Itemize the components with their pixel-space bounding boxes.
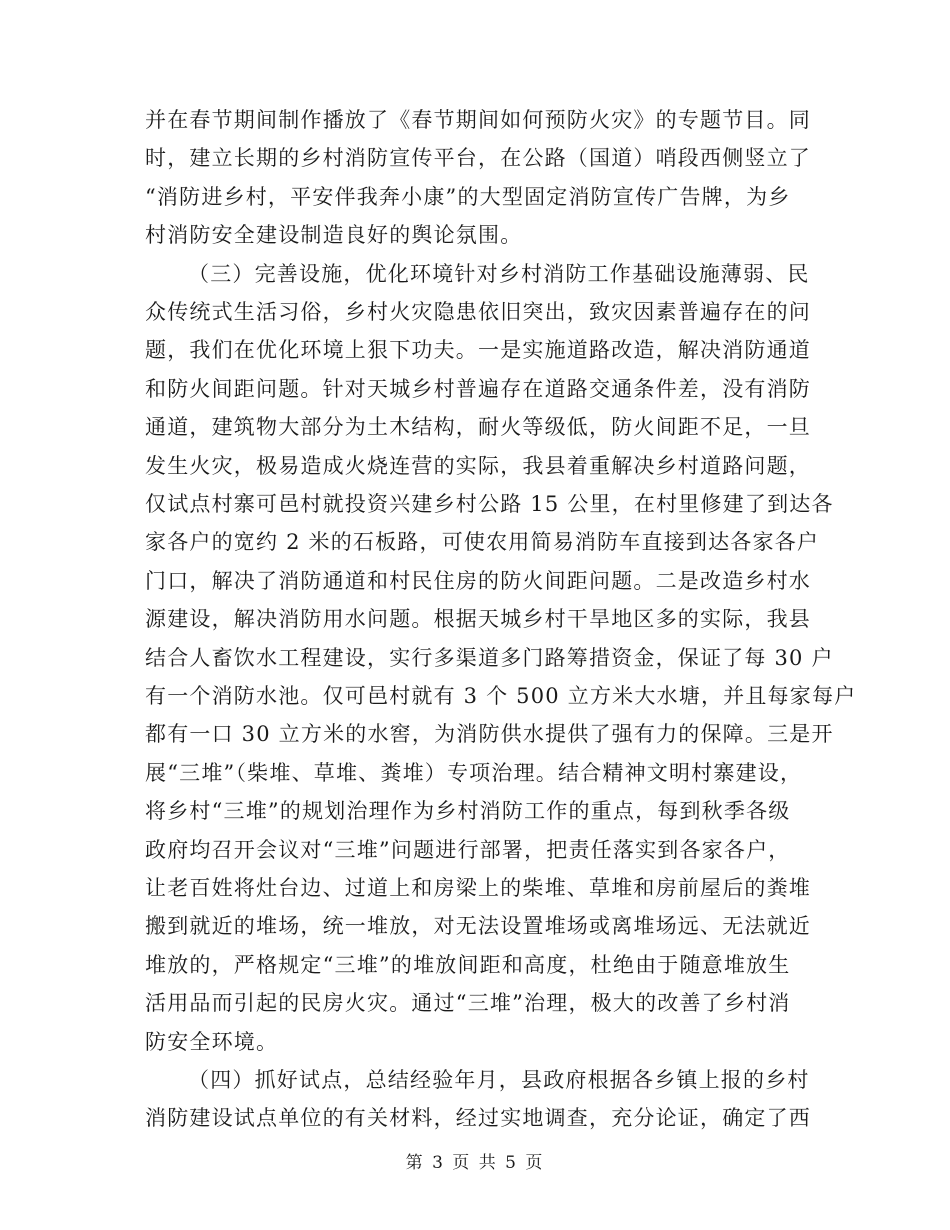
paragraph-line: 堆放的，严格规定“三堆”的堆放间距和高度，杜绝由于随意堆放生 xyxy=(145,952,791,977)
paragraph-line: 有一个消防水池。仅可邑村就有 3 个 500 立方米大水塘，并且每家每户 xyxy=(145,684,857,708)
paragraph-line: 发生火灾，极易造成火烧连营的实际，我县着重解决乡村道路问题， xyxy=(145,453,811,478)
paragraph-line: 并在春节期间制作播放了《春节期间如何预防火灾》的专题节目。同 xyxy=(145,108,811,132)
paragraph-line: 活用品而引起的民房火灾。通过“三堆”治理，极大的改善了乡村消 xyxy=(145,991,791,1016)
paragraph-line: 将乡村“三堆”的规划治理作为乡村消防工作的重点，每到秋季各级 xyxy=(145,799,791,824)
paragraph-line: 搬到就近的堆场，统一堆放，对无法设置堆场或离堆场远、无法就近 xyxy=(145,914,811,939)
paragraph-line: 消防建设试点单位的有关材料，经过实地调查，充分论证，确定了西 xyxy=(145,1106,811,1131)
paragraph-line: 结合人畜饮水工程建设，实行多渠道多门路筹措资金，保证了每 30 户 xyxy=(145,645,834,670)
paragraph-line: 众传统式生活习俗，乡村火灾隐患依旧突出，致灾因素普遍存在的问 xyxy=(145,300,811,324)
page-footer: 第 3 页 共 5 页 xyxy=(405,1153,545,1173)
paragraph-line: 通道，建筑物大部分为土木结构，耐火等级低，防火间距不足，一旦 xyxy=(145,415,811,440)
paragraph-line: 村消防安全建设制造良好的舆论氛围。 xyxy=(145,223,523,248)
paragraph-line: 仅试点村寨可邑村就投资兴建乡村公路 15 公里，在村里修建了到达各 xyxy=(145,492,834,516)
paragraph-line: 和防火间距问题。针对天城乡村普遍存在道路交通条件差，没有消防 xyxy=(145,376,811,401)
paragraph-line: 题，我们在优化环境上狠下功夫。一是实施道路改造，解决消防通道 xyxy=(145,338,811,363)
paragraph-line: “消防进乡村，平安伴我奔小康”的大型固定消防宣传广告牌，为乡 xyxy=(145,184,791,209)
paragraph-line: 门口，解决了消防通道和村民住房的防火间距问题。二是改造乡村水 xyxy=(145,568,811,593)
paragraph-line: 时，建立长期的乡村消防宣传平台，在公路（国道）哨段西侧竖立了 xyxy=(145,146,811,171)
paragraph-line: （三）完善设施，优化环境针对乡村消防工作基础设施薄弱、民 xyxy=(188,261,810,286)
paragraph-line: 展“三堆”（柴堆、草堆、粪堆）专项治理。结合精神文明村寨建设， xyxy=(145,760,803,785)
paragraph-line: 防安全环境。 xyxy=(145,1029,279,1054)
paragraph-line: 让老百姓将灶台边、过道上和房梁上的柴堆、草堆和房前屋后的粪堆 xyxy=(145,876,811,900)
paragraph-line: 源建设，解决消防用水问题。根据天城乡村干旱地区多的实际，我县 xyxy=(145,607,811,632)
paragraph-line: 都有一口 30 立方米的水窖，为消防供水提供了强有力的保障。三是开 xyxy=(145,722,834,747)
paragraph-line: （四）抓好试点，总结经验年月，县政府根据各乡镇上报的乡村 xyxy=(188,1068,810,1092)
paragraph-line: 政府均召开会议对“三堆”问题进行部署，把责任落实到各家各户， xyxy=(145,837,791,862)
paragraph-line: 家各户的宽约 2 米的石板路，可使农用简易消防车直接到达各家各户 xyxy=(145,530,820,555)
